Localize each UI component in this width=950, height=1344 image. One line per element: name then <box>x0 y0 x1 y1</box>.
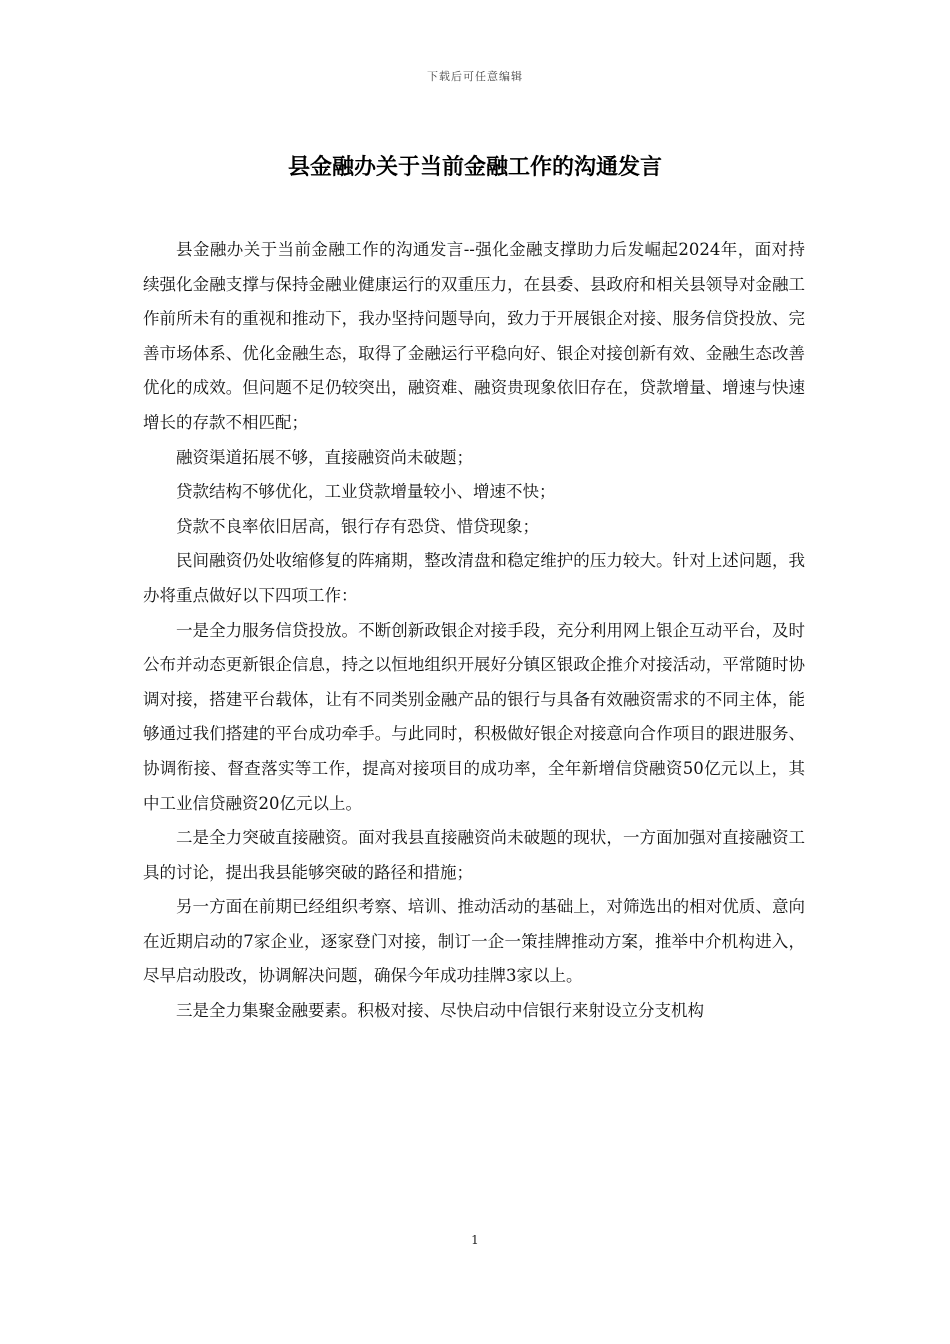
paragraph-issue-bad-loans: 贷款不良率依旧居高，银行存有恐贷、惜贷现象； <box>176 516 539 536</box>
document-title: 县金融办关于当前金融工作的沟通发言 <box>287 155 662 180</box>
paragraph-issue-private-finance: 民间融资仍处收缩修复的阵痛期，整改清盘和稳定维护的压力较大。针对上述问题，我办将重点做好以下四项工作： <box>143 551 805 605</box>
paragraph-issue-channels: 融资渠道拓展不够，直接融资尚未破题； <box>176 447 473 467</box>
paragraph-task-two: 二是全力突破直接融资。面对我县直接融资尚未破题的现状，一方面加强对直接融资工具的讨论，提出我县能够突破的路径和措施； <box>143 828 805 882</box>
paragraph-intro: 县金融办关于当前金融工作的沟通发言--强化金融支撑助力后发崛起2024年，面对持续强化金融支撑与保持金融业健康运行的双重压力，在县委、县政府和相关县领导对金融工作前所未有的重视和推动下，我办坚持问题导向，致力于开展银企对接、服务信贷投放、完善市场体系、优化金融生态，取得了金融运行平稳向好、银企对接创新有效、金融生态改善优化的成效。但问题不足仍较突出，融资难、融资贵现象依旧存在，贷款增量、增速与快速增长的存款不相匹配； <box>143 240 805 432</box>
page-number: 1 <box>471 1233 479 1247</box>
paragraph-task-two-continued: 另一方面在前期已经组织考察、培训、推动活动的基础上，对筛选出的相对优质、意向在近期启动的7家企业，逐家登门对接，制订一企一策挂牌推动方案，推举中介机构进入，尽早启动股改，协调解决问题，确保今年成功挂牌3家以上。 <box>143 897 805 986</box>
paragraph-issue-structure: 贷款结构不够优化，工业贷款增量较小、增速不快； <box>176 482 556 502</box>
paragraph-task-three: 三是全力集聚金融要素。积极对接、尽快启动中信银行来射设立分支机构 <box>176 1001 704 1021</box>
page-header-note: 下载后可任意编辑 <box>427 70 523 83</box>
document-body <box>143 233 805 1029</box>
paragraph-task-one: 一是全力服务信贷投放。不断创新政银企对接手段，充分利用网上银企互动平台，及时公布并动态更新银企信息，持之以恒地组织开展好分镇区银政企推介对接活动，平常随时协调对接，搭建平台载体，让有不同类别金融产品的银行与具备有效融资需求的不同主体，能够通过我们搭建的平台成功牵手。与此同时，积极做好银企对接意向合作项目的跟进服务、协调衔接、督查落实等工作，提高对接项目的成功率，全年新增信贷融资50亿元以上，其中工业信贷融资20亿元以上。 <box>143 620 805 813</box>
